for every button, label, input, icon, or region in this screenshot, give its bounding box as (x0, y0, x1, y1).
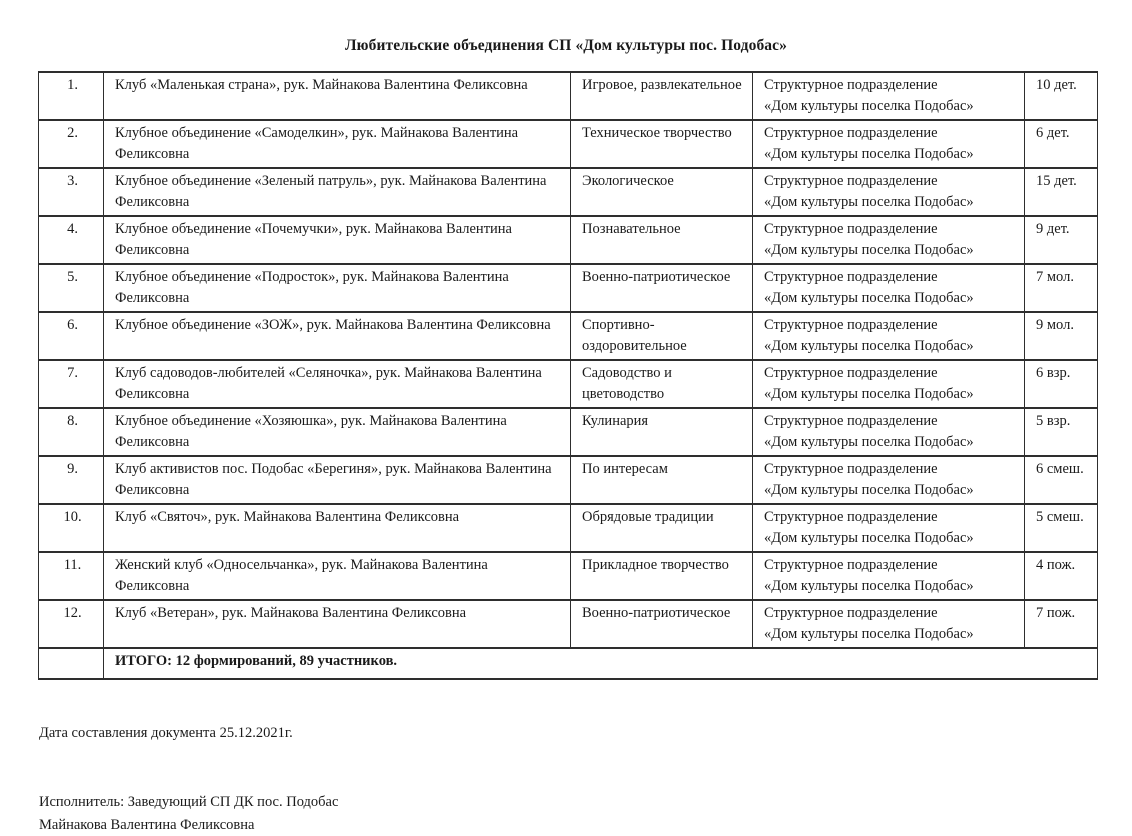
club-division-cell (753, 168, 1025, 216)
club-type-cell: Техническое творчество (571, 120, 753, 168)
club-type-cell: Спортивно-оздоровительное (571, 312, 753, 360)
club-division-cell (753, 312, 1025, 360)
division-line-2: «Дом культуры поселка Подобас» (764, 240, 1016, 261)
division-line-1: Структурное подразделение (764, 267, 1016, 288)
club-division-cell (753, 360, 1025, 408)
club-count-cell: 5 смеш. (1025, 504, 1098, 552)
division-line-1: Структурное подразделение (764, 219, 1016, 240)
division-line-1: Структурное подразделение (764, 603, 1016, 624)
table-row (39, 312, 1098, 360)
row-number-cell: 12. (39, 600, 104, 648)
row-number-cell: 3. (39, 168, 104, 216)
table-row (39, 456, 1098, 504)
row-number-cell: 5. (39, 264, 104, 312)
executor-line-2: Майнакова Валентина Феликсовна (39, 814, 1094, 836)
division-line-1: Структурное подразделение (764, 123, 1016, 144)
division-line-2: «Дом культуры поселка Подобас» (764, 192, 1016, 213)
club-count-cell: 10 дет. (1025, 72, 1098, 120)
division-line-1: Структурное подразделение (764, 75, 1016, 96)
document-date-line: Дата составления документа 25.12.2021г. (39, 723, 1094, 744)
executor-block (39, 791, 1094, 836)
table-row (39, 408, 1098, 456)
club-type-cell: Военно-патриотическое (571, 264, 753, 312)
club-type-cell: По интересам (571, 456, 753, 504)
club-division-cell (753, 216, 1025, 264)
club-count-cell: 6 дет. (1025, 120, 1098, 168)
row-number-cell: 8. (39, 408, 104, 456)
row-number-cell: 4. (39, 216, 104, 264)
division-line-2: «Дом культуры поселка Подобас» (764, 528, 1016, 549)
club-name-cell: Клуб активистов пос. Подобас «Берегиня», рук. Майнакова Валентина Феликсовна (104, 456, 571, 504)
club-count-cell: 15 дет. (1025, 168, 1098, 216)
club-name-cell: Клуб садоводов-любителей «Селяночка», рук. Майнакова Валентина Феликсовна (104, 360, 571, 408)
club-name-cell: Женский клуб «Односельчанка», рук. Майнакова Валентина Феликсовна (104, 552, 571, 600)
club-division-cell (753, 264, 1025, 312)
club-type-cell: Экологическое (571, 168, 753, 216)
club-count-cell: 6 взр. (1025, 360, 1098, 408)
club-name-cell: Клубное объединение «Хозяюшка», рук. Майнакова Валентина Феликсовна (104, 408, 571, 456)
club-name-cell: Клубное объединение «Самоделкин», рук. Майнакова Валентина Феликсовна (104, 120, 571, 168)
club-count-cell: 5 взр. (1025, 408, 1098, 456)
total-row (39, 648, 1098, 679)
club-name-cell: Клубное объединение «Почемучки», рук. Майнакова Валентина Феликсовна (104, 216, 571, 264)
club-division-cell (753, 408, 1025, 456)
division-line-1: Структурное подразделение (764, 411, 1016, 432)
table-row (39, 264, 1098, 312)
club-division-cell (753, 600, 1025, 648)
club-type-cell: Военно-патриотическое (571, 600, 753, 648)
row-number-cell: 2. (39, 120, 104, 168)
table-row (39, 168, 1098, 216)
division-line-2: «Дом культуры поселка Подобас» (764, 432, 1016, 453)
total-text: ИТОГО: 12 формирований, 89 участников. (104, 648, 1098, 679)
row-number-cell: 6. (39, 312, 104, 360)
division-line-1: Структурное подразделение (764, 459, 1016, 480)
club-type-cell: Прикладное творчество (571, 552, 753, 600)
division-line-1: Структурное подразделение (764, 363, 1016, 384)
executor-line-1: Исполнитель: Заведующий СП ДК пос. Подобас (39, 791, 1094, 814)
row-number-cell: 11. (39, 552, 104, 600)
club-name-cell: Клубное объединение «Подросток», рук. Майнакова Валентина Феликсовна (104, 264, 571, 312)
division-line-1: Структурное подразделение (764, 315, 1016, 336)
row-number-cell: 7. (39, 360, 104, 408)
club-type-cell: Кулинария (571, 408, 753, 456)
club-division-cell (753, 120, 1025, 168)
club-count-cell: 7 мол. (1025, 264, 1098, 312)
table-row (39, 216, 1098, 264)
row-number-cell: 10. (39, 504, 104, 552)
club-name-cell: Клуб «Маленькая страна», рук. Майнакова Валентина Феликсовна (104, 72, 571, 120)
division-line-2: «Дом культуры поселка Подобас» (764, 96, 1016, 117)
table-row (39, 504, 1098, 552)
division-line-1: Структурное подразделение (764, 171, 1016, 192)
club-count-cell: 6 смеш. (1025, 456, 1098, 504)
club-type-cell: Игровое, развлекательное (571, 72, 753, 120)
table-row (39, 360, 1098, 408)
division-line-1: Структурное подразделение (764, 507, 1016, 528)
clubs-table (38, 71, 1098, 680)
division-line-1: Структурное подразделение (764, 555, 1016, 576)
club-count-cell: 7 пож. (1025, 600, 1098, 648)
club-name-cell: Клуб «Ветеран», рук. Майнакова Валентина Феликсовна (104, 600, 571, 648)
division-line-2: «Дом культуры поселка Подобас» (764, 384, 1016, 405)
club-count-cell: 9 дет. (1025, 216, 1098, 264)
division-line-2: «Дом культуры поселка Подобас» (764, 336, 1016, 357)
club-division-cell (753, 72, 1025, 120)
club-name-cell: Клубное объединение «Зеленый патруль», рук. Майнакова Валентина Феликсовна (104, 168, 571, 216)
document-title: Любительские объединения СП «Дом культуры пос. Подобас» (38, 37, 1094, 54)
division-line-2: «Дом культуры поселка Подобас» (764, 576, 1016, 597)
table-row (39, 120, 1098, 168)
total-row-empty-cell (39, 648, 104, 679)
club-type-cell: Познавательное (571, 216, 753, 264)
club-division-cell (753, 456, 1025, 504)
clubs-table-body (39, 72, 1098, 648)
division-line-2: «Дом культуры поселка Подобас» (764, 480, 1016, 501)
table-row (39, 552, 1098, 600)
row-number-cell: 9. (39, 456, 104, 504)
club-type-cell: Садоводство и цветоводство (571, 360, 753, 408)
club-division-cell (753, 504, 1025, 552)
table-row (39, 600, 1098, 648)
club-name-cell: Клубное объединение «ЗОЖ», рук. Майнакова Валентина Феликсовна (104, 312, 571, 360)
division-line-2: «Дом культуры поселка Подобас» (764, 288, 1016, 309)
row-number-cell: 1. (39, 72, 104, 120)
club-count-cell: 4 пож. (1025, 552, 1098, 600)
table-row (39, 72, 1098, 120)
division-line-2: «Дом культуры поселка Подобас» (764, 144, 1016, 165)
division-line-2: «Дом культуры поселка Подобас» (764, 624, 1016, 645)
club-count-cell: 9 мол. (1025, 312, 1098, 360)
club-type-cell: Обрядовые традиции (571, 504, 753, 552)
club-division-cell (753, 552, 1025, 600)
club-name-cell: Клуб «Святоч», рук. Майнакова Валентина Феликсовна (104, 504, 571, 552)
